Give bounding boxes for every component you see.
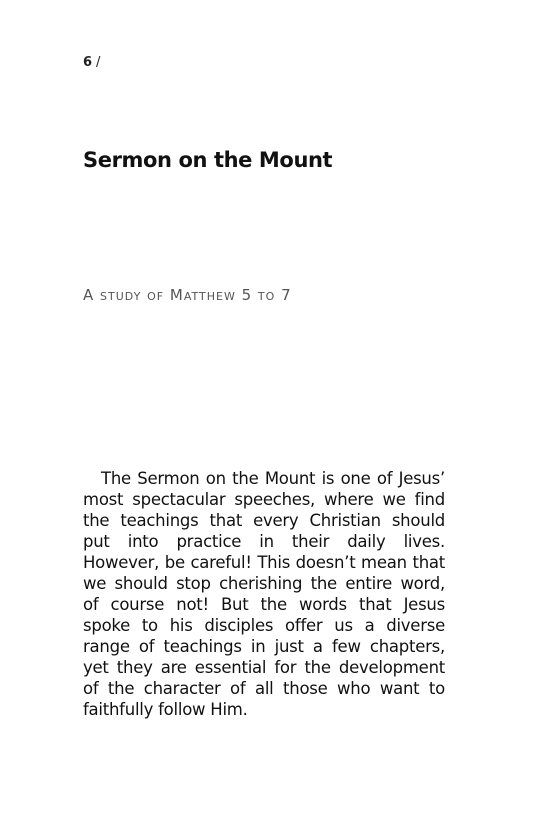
chapter-title: Sermon on the Mount <box>83 148 333 172</box>
page-separator: / <box>96 55 101 70</box>
body-paragraph: The Sermon on the Mount is one of Jesus’ most spectacular speeches, where we find the teachings that every Christian should put into practice in their daily lives. However, be careful! This doesn’t mean that we should stop cherishing the entire word, of course not! But the words that Jesus spoke to his disciples offer us a diverse range of teachings in just a few chapters, yet they are essential for the development of the character of all those who want to faithfully follow Him. <box>83 469 445 719</box>
page-header <box>83 55 100 71</box>
chapter-subtitle: A study of Matthew 5 to 7 <box>83 286 292 304</box>
page-number: 6 <box>83 55 93 70</box>
